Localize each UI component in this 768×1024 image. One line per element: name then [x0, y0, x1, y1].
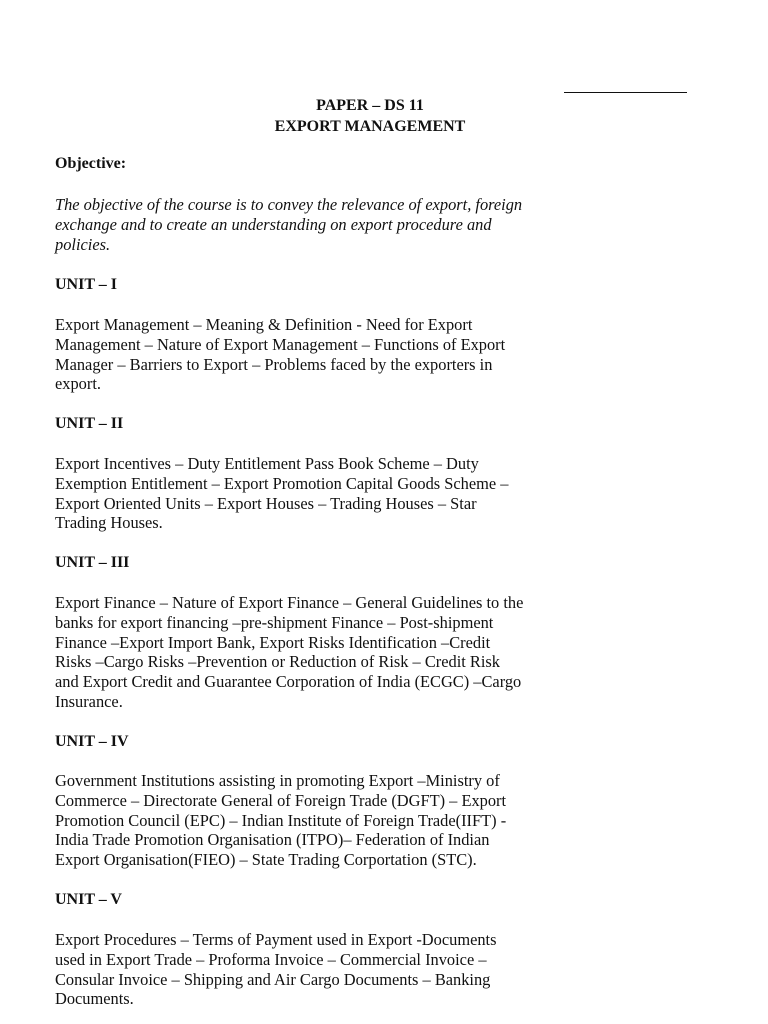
- top-right-rule: [564, 92, 687, 93]
- unit-5-line: Documents.: [55, 989, 134, 1009]
- unit-2-line: Exemption Entitlement – Export Promotion Capital Goods Scheme –: [55, 473, 509, 493]
- unit-2-line: Trading Houses.: [55, 513, 163, 533]
- objective-text: [55, 195, 705, 254]
- paper-code: PAPER – DS 11: [316, 97, 424, 114]
- unit-3-line: Insurance.: [55, 691, 123, 711]
- unit-5-line: Export Procedures – Terms of Payment used in Export -Documents: [55, 930, 497, 949]
- unit-1-line: Management – Nature of Export Management – Functions of Export: [55, 334, 506, 354]
- unit-5-line: used in Export Trade – Proforma Invoice – Commercial Invoice –: [55, 949, 487, 969]
- unit-1-line: Manager – Barriers to Export – Problems faced by the exporters in: [55, 354, 493, 374]
- unit-1-line: export.: [55, 374, 101, 394]
- unit-4-line: Government Institutions assisting in promoting Export –Ministry of: [55, 771, 500, 790]
- unit-3-line: Finance –Export Import Bank, Export Risks Identification –Credit: [55, 632, 491, 652]
- unit-2-heading: UNIT – II: [55, 415, 124, 432]
- unit-1-content: [55, 315, 705, 394]
- unit-3-line: and Export Credit and Guarantee Corporation of India (ECGC) –Cargo: [55, 672, 522, 692]
- objective-line: exchange and to create an understanding on export procedure and: [55, 214, 492, 234]
- unit-1-heading: UNIT – I: [55, 276, 117, 293]
- unit-3-content: [55, 593, 705, 712]
- unit-2-line: Export Oriented Units – Export Houses – Trading Houses – Star: [55, 493, 477, 513]
- unit-5-content: [55, 930, 705, 1009]
- unit-4-line: Commerce – Directorate General of Foreign Trade (DGFT) – Export: [55, 790, 507, 810]
- unit-1-line: Export Management – Meaning & Definition - Need for Export: [55, 315, 473, 334]
- unit-5-line: Consular Invoice – Shipping and Air Cargo Documents – Banking: [55, 969, 491, 989]
- unit-4-heading: UNIT – IV: [55, 733, 129, 750]
- unit-4-content: [55, 771, 705, 870]
- unit-2-line: Export Incentives – Duty Entitlement Pass Book Scheme – Duty: [55, 454, 479, 473]
- unit-5-heading: UNIT – V: [55, 891, 122, 908]
- unit-3-line: Export Finance – Nature of Export Finance – General Guidelines to the: [55, 593, 524, 612]
- unit-4-line: Export Organisation(FIEO) – State Trading Corportation (STC).: [55, 850, 477, 870]
- unit-2-content: [55, 454, 705, 533]
- unit-3-line: banks for export financing –pre-shipment Finance – Post-shipment: [55, 612, 494, 632]
- objective-line: The objective of the course is to convey the relevance of export, foreign: [55, 195, 523, 214]
- objective-heading: Objective:: [55, 155, 127, 172]
- unit-3-line: Risks –Cargo Risks –Prevention or Reduction of Risk – Credit Risk: [55, 652, 500, 672]
- unit-4-line: India Trade Promotion Organisation (ITPO)– Federation of Indian: [55, 830, 490, 850]
- objective-line: policies.: [55, 234, 111, 254]
- unit-4-line: Promotion Council (EPC) – Indian Institute of Foreign Trade(IIFT) -: [55, 810, 507, 830]
- unit-3-heading: UNIT – III: [55, 554, 130, 571]
- course-title: EXPORT MANAGEMENT: [274, 118, 466, 135]
